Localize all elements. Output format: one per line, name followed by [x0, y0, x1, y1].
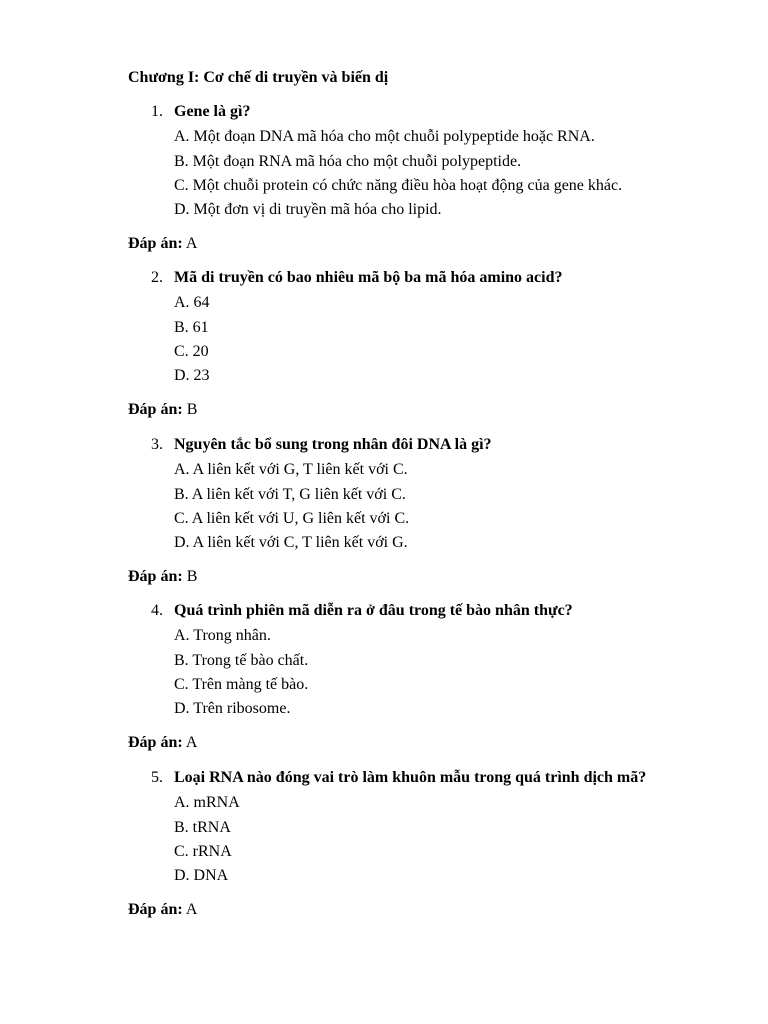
answer-value: B: [186, 401, 198, 418]
answer-label: Đáp án:: [128, 734, 183, 751]
option-d: D. Trên ribosome.: [174, 700, 291, 717]
option-a: A. Một đoạn DNA mã hóa cho một chuỗi polypeptide hoặc RNA.: [174, 128, 595, 145]
answer-line: [128, 567, 197, 587]
question-text: Nguyên tắc bổ sung trong nhân đôi DNA là gì?: [174, 436, 492, 453]
option-a: A. Trong nhân.: [174, 627, 271, 644]
option-d: D. 23: [174, 367, 210, 384]
answer-value: B: [186, 568, 198, 585]
answer-label: Đáp án:: [128, 235, 183, 252]
option-c: C. Trên màng tế bào.: [174, 676, 309, 693]
question-text: Quá trình phiên mã diễn ra ở đâu trong tế bào nhân thực?: [174, 602, 573, 619]
option-c: C. A liên kết với U, G liên kết với C.: [174, 510, 410, 527]
option-d: D. Một đơn vị di truyền mã hóa cho lipid.: [174, 201, 442, 218]
option-b: B. tRNA: [174, 819, 231, 836]
option-c: C. rRNA: [174, 843, 232, 860]
question-number: 3.: [151, 436, 163, 453]
answer-line: [128, 400, 197, 420]
answer-line: [128, 900, 197, 920]
option-a: A. 64: [174, 294, 210, 311]
question-text: Gene là gì?: [174, 103, 251, 120]
option-b: B. Trong tế bào chất.: [174, 652, 309, 669]
option-a: A. A liên kết với G, T liên kết với C.: [174, 461, 408, 478]
question-text: Loại RNA nào đóng vai trò làm khuôn mẫu trong quá trình dịch mã?: [174, 769, 647, 786]
option-c: C. 20: [174, 343, 209, 360]
answer-value: A: [185, 235, 198, 252]
option-b: B. A liên kết với T, G liên kết với C.: [174, 486, 406, 503]
answer-value: A: [185, 734, 198, 751]
answer-value: A: [185, 901, 198, 918]
option-d: D. DNA: [174, 867, 229, 884]
answer-line: [128, 733, 197, 753]
chapter-title: Chương I: Cơ chế di truyền và biến dị: [128, 69, 389, 86]
question-number: 4.: [151, 602, 163, 619]
option-a: A. mRNA: [174, 794, 240, 811]
option-b: B. Một đoạn RNA mã hóa cho một chuỗi polypeptide.: [174, 153, 522, 170]
question-number: 1.: [151, 103, 163, 120]
answer-line: [128, 234, 197, 254]
question-text: Mã di truyền có bao nhiêu mã bộ ba mã hóa amino acid?: [174, 269, 563, 286]
option-b: B. 61: [174, 319, 209, 336]
question-number: 2.: [151, 269, 163, 286]
question-number: 5.: [151, 769, 163, 786]
option-d: D. A liên kết với C, T liên kết với G.: [174, 534, 408, 551]
answer-label: Đáp án:: [128, 401, 183, 418]
option-c: C. Một chuỗi protein có chức năng điều hòa hoạt động của gene khác.: [174, 177, 623, 194]
answer-label: Đáp án:: [128, 568, 183, 585]
answer-label: Đáp án:: [128, 901, 183, 918]
